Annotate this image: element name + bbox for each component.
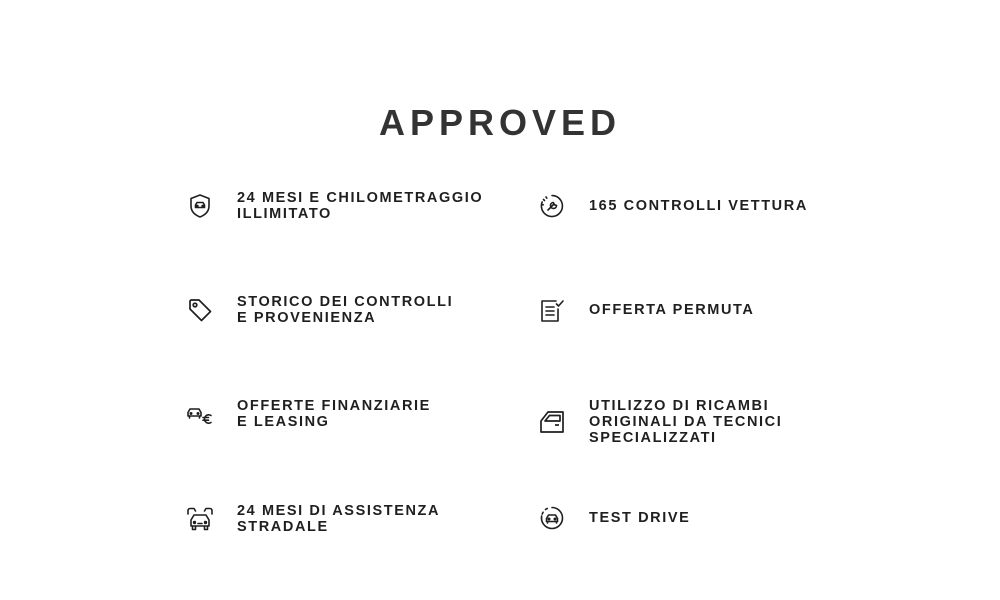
feature-label: 24 MESI E CHILOMETRAGGIO ILLIMITATO bbox=[237, 190, 484, 222]
feature-label: 24 MESI DI ASSISTENZA STRADALE bbox=[237, 503, 441, 535]
feature-history bbox=[185, 294, 453, 326]
car-door-icon bbox=[537, 407, 567, 437]
feature-original-parts bbox=[537, 398, 782, 446]
wrench-gauge-icon bbox=[537, 191, 567, 221]
feature-label: TEST DRIVE bbox=[589, 510, 691, 526]
feature-roadside-assistance bbox=[185, 503, 440, 535]
feature-label: 165 CONTROLLI VETTURA bbox=[589, 198, 808, 214]
roadside-assistance-icon bbox=[185, 504, 215, 534]
feature-vehicle-checks bbox=[537, 191, 808, 221]
feature-financing bbox=[185, 398, 431, 430]
document-check-icon bbox=[537, 295, 567, 325]
feature-label: OFFERTE FINANZIARIE E LEASING bbox=[237, 398, 431, 430]
feature-label: OFFERTA PERMUTA bbox=[589, 302, 755, 318]
shield-car-icon bbox=[185, 191, 215, 221]
feature-test-drive bbox=[537, 503, 690, 533]
feature-label: UTILIZZO DI RICAMBI ORIGINALI DA TECNICI SPECIALIZZATI bbox=[589, 398, 783, 446]
page-title: APPROVED bbox=[378, 102, 622, 144]
steering-drive-icon bbox=[537, 503, 567, 533]
feature-label: STORICO DEI CONTROLLI E PROVENIENZA bbox=[237, 294, 454, 326]
feature-trade-in bbox=[537, 295, 755, 325]
feature-warranty bbox=[185, 190, 483, 222]
car-euro-icon bbox=[185, 399, 215, 429]
tag-icon bbox=[185, 295, 215, 325]
